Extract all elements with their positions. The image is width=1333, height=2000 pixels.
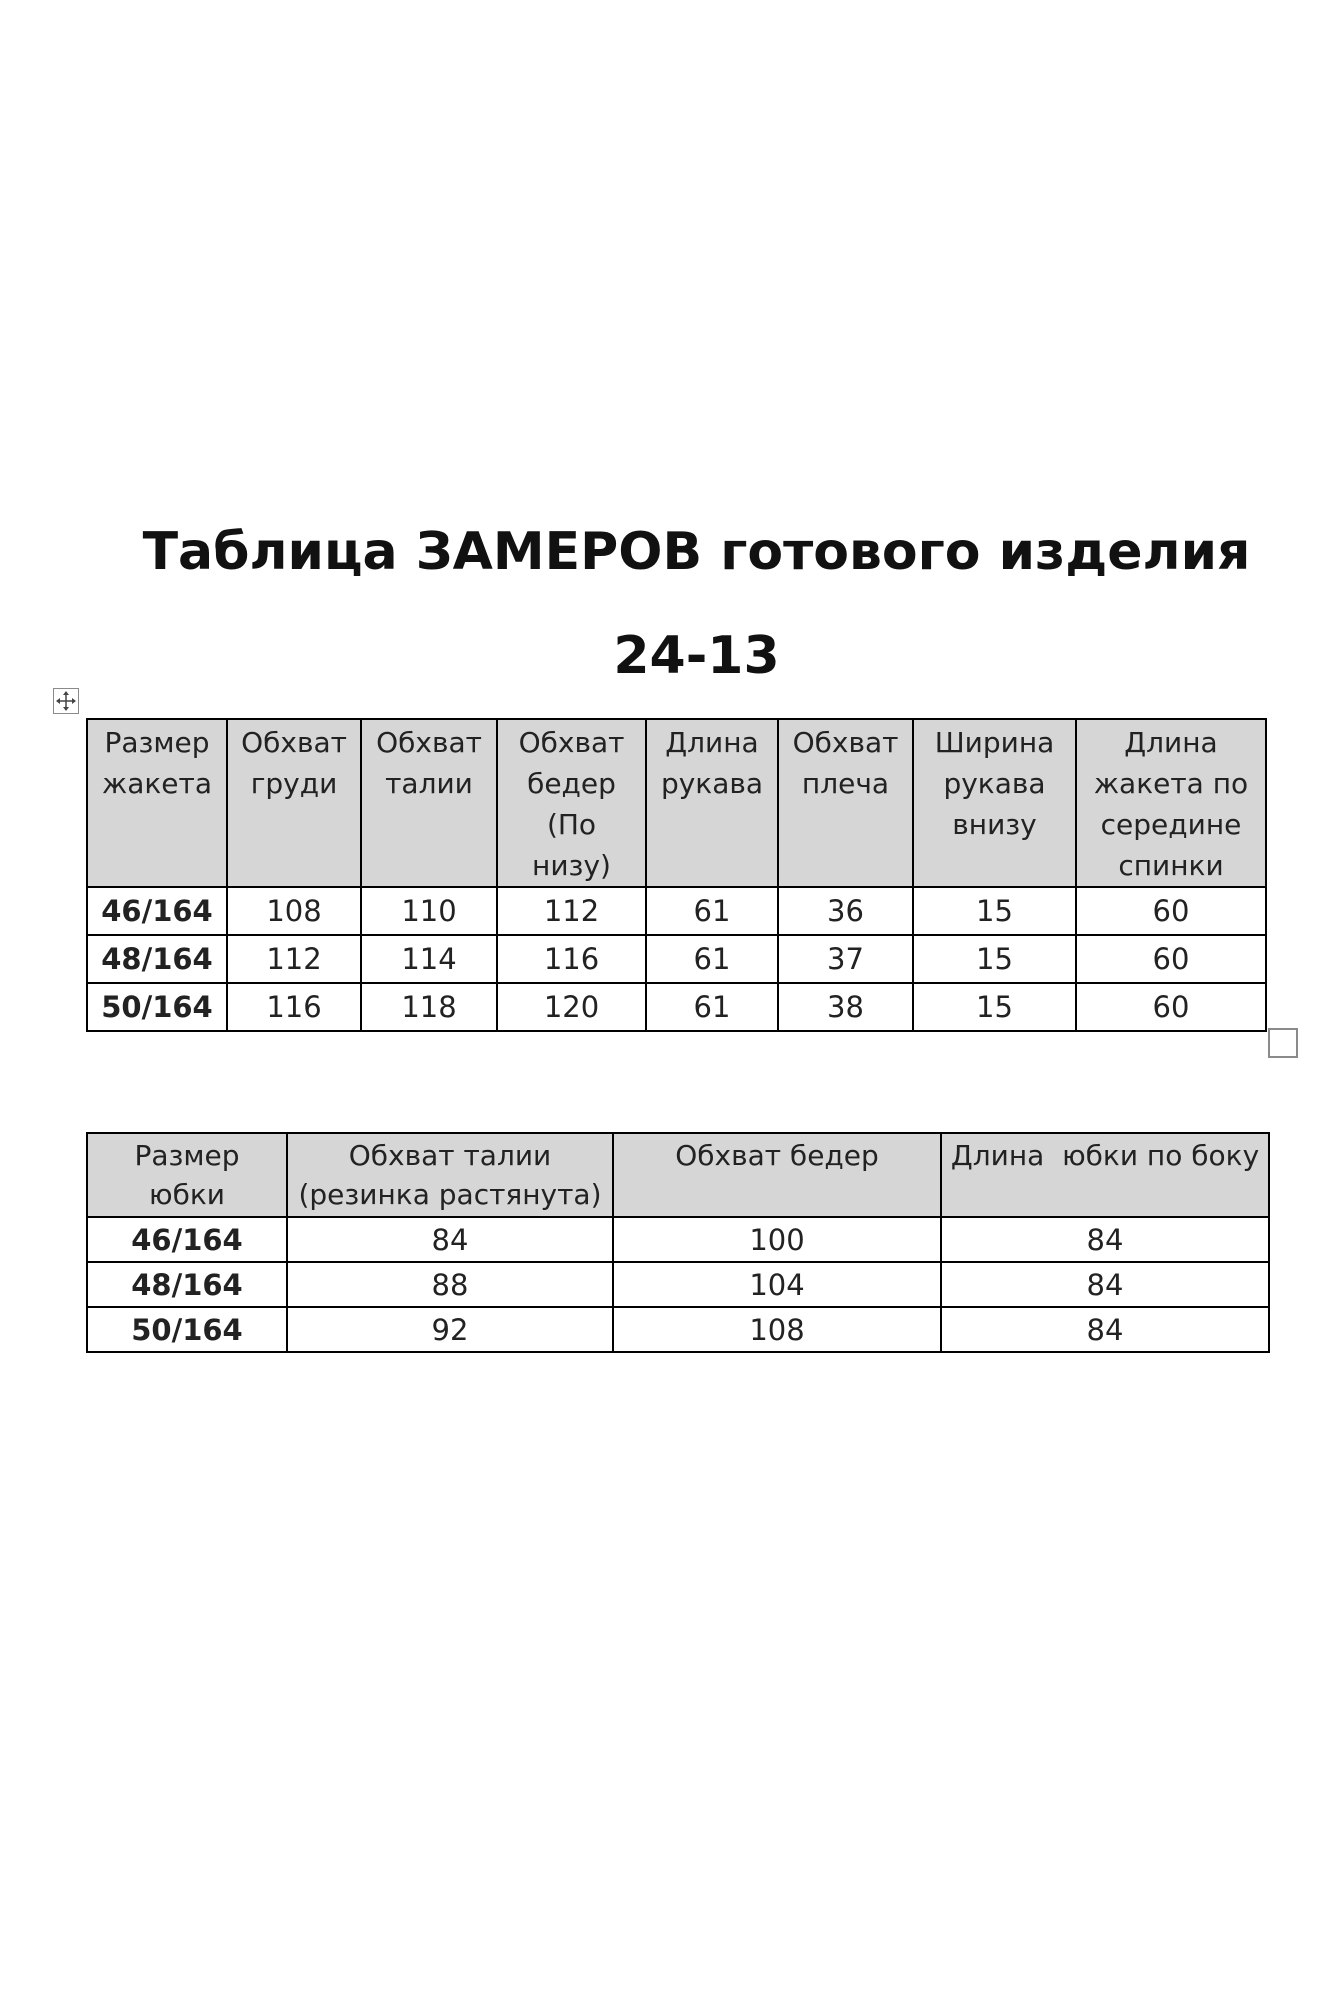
measurement-cell: 110 bbox=[361, 887, 497, 935]
measurement-cell: 114 bbox=[361, 935, 497, 983]
measurement-cell: 88 bbox=[287, 1262, 613, 1307]
measurement-cell: 15 bbox=[913, 887, 1076, 935]
move-arrows-icon[interactable] bbox=[53, 688, 79, 714]
measurement-cell: 112 bbox=[497, 887, 646, 935]
header-text-line: рукава bbox=[660, 767, 764, 800]
size-cell: 48/164 bbox=[87, 935, 227, 983]
table-row bbox=[87, 1217, 1269, 1262]
header-text-line: жакета bbox=[102, 767, 212, 800]
measurement-cell: 15 bbox=[913, 935, 1076, 983]
measurement-cell: 61 bbox=[646, 935, 778, 983]
header-text-line: Обхват талии bbox=[348, 1139, 552, 1172]
header-text-line: жакета по bbox=[1093, 767, 1249, 800]
measurement-cell: 84 bbox=[941, 1217, 1269, 1262]
measurement-cell: 60 bbox=[1076, 887, 1266, 935]
column-header bbox=[778, 719, 913, 887]
header-text-line: Обхват bbox=[792, 726, 899, 759]
measurement-cell: 37 bbox=[778, 935, 913, 983]
column-header bbox=[497, 719, 646, 887]
header-text-line: середине bbox=[1100, 808, 1242, 841]
document-title: Таблица ЗАМЕРОВ готового изделия bbox=[142, 522, 1251, 582]
measurement-cell: 116 bbox=[497, 935, 646, 983]
measurement-cell: 84 bbox=[941, 1262, 1269, 1307]
column-header bbox=[646, 719, 778, 887]
measurement-cell: 36 bbox=[778, 887, 913, 935]
size-cell: 46/164 bbox=[87, 1217, 287, 1262]
header-text-line: (По bbox=[546, 808, 597, 841]
measurement-cell: 116 bbox=[227, 983, 361, 1031]
header-text-line: Длина юбки по боку bbox=[950, 1139, 1260, 1172]
header-text-line: груди bbox=[250, 767, 338, 800]
header-text-line: спинки bbox=[1118, 849, 1224, 882]
header-text-line: талии bbox=[385, 767, 473, 800]
header-text-line: Обхват bbox=[518, 726, 625, 759]
measurement-cell: 60 bbox=[1076, 935, 1266, 983]
table-row bbox=[87, 983, 1266, 1031]
header-text-line: бедер bbox=[527, 767, 616, 800]
table-row bbox=[87, 935, 1266, 983]
skirt-measurements-table bbox=[86, 1132, 1270, 1353]
jacket-measurements-table bbox=[86, 718, 1267, 1032]
resize-square-icon[interactable] bbox=[1268, 1028, 1298, 1058]
measurement-cell: 118 bbox=[361, 983, 497, 1031]
measurement-cell: 61 bbox=[646, 887, 778, 935]
table-header-row bbox=[87, 719, 1266, 887]
measurement-cell: 92 bbox=[287, 1307, 613, 1352]
header-text-line: Длина bbox=[665, 726, 759, 759]
measurement-cell: 112 bbox=[227, 935, 361, 983]
measurement-cell: 60 bbox=[1076, 983, 1266, 1031]
measurement-cell: 104 bbox=[613, 1262, 941, 1307]
header-text-line: Обхват bbox=[241, 726, 347, 759]
measurement-cell: 108 bbox=[227, 887, 361, 935]
header-text-line: плеча bbox=[801, 767, 890, 800]
column-header bbox=[941, 1133, 1269, 1217]
header-text-line: внизу bbox=[952, 808, 1037, 841]
measurement-cell: 15 bbox=[913, 983, 1076, 1031]
column-header bbox=[913, 719, 1076, 887]
measurement-cell: 84 bbox=[287, 1217, 613, 1262]
table-row bbox=[87, 1262, 1269, 1307]
header-text-line: юбки bbox=[149, 1178, 225, 1211]
table-row bbox=[87, 887, 1266, 935]
header-text-line: Размер bbox=[134, 1139, 240, 1172]
measurement-cell: 38 bbox=[778, 983, 913, 1031]
table-header-row bbox=[87, 1133, 1269, 1217]
column-header bbox=[87, 1133, 287, 1217]
size-cell: 50/164 bbox=[87, 1307, 287, 1352]
header-text-line: Обхват бедер bbox=[675, 1139, 879, 1172]
size-cell: 50/164 bbox=[87, 983, 227, 1031]
column-header bbox=[87, 719, 227, 887]
measurement-cell: 120 bbox=[497, 983, 646, 1031]
header-text-line: рукава bbox=[943, 767, 1046, 800]
measurement-cell: 61 bbox=[646, 983, 778, 1031]
column-header bbox=[613, 1133, 941, 1217]
header-text-line: Ширина bbox=[934, 726, 1055, 759]
model-number: 24-13 bbox=[613, 626, 780, 686]
header-text-line: (резинка растянута) bbox=[298, 1178, 602, 1211]
column-header bbox=[287, 1133, 613, 1217]
header-text-line: Длина bbox=[1124, 726, 1218, 759]
measurement-cell: 84 bbox=[941, 1307, 1269, 1352]
header-text-line: Обхват bbox=[376, 726, 482, 759]
size-cell: 48/164 bbox=[87, 1262, 287, 1307]
measurement-cell: 108 bbox=[613, 1307, 941, 1352]
column-header bbox=[227, 719, 361, 887]
header-text-line: низу) bbox=[532, 849, 611, 882]
table-row bbox=[87, 1307, 1269, 1352]
size-cell: 46/164 bbox=[87, 887, 227, 935]
header-text-line: Размер bbox=[104, 726, 210, 759]
column-header bbox=[361, 719, 497, 887]
column-header bbox=[1076, 719, 1266, 887]
measurement-cell: 100 bbox=[613, 1217, 941, 1262]
